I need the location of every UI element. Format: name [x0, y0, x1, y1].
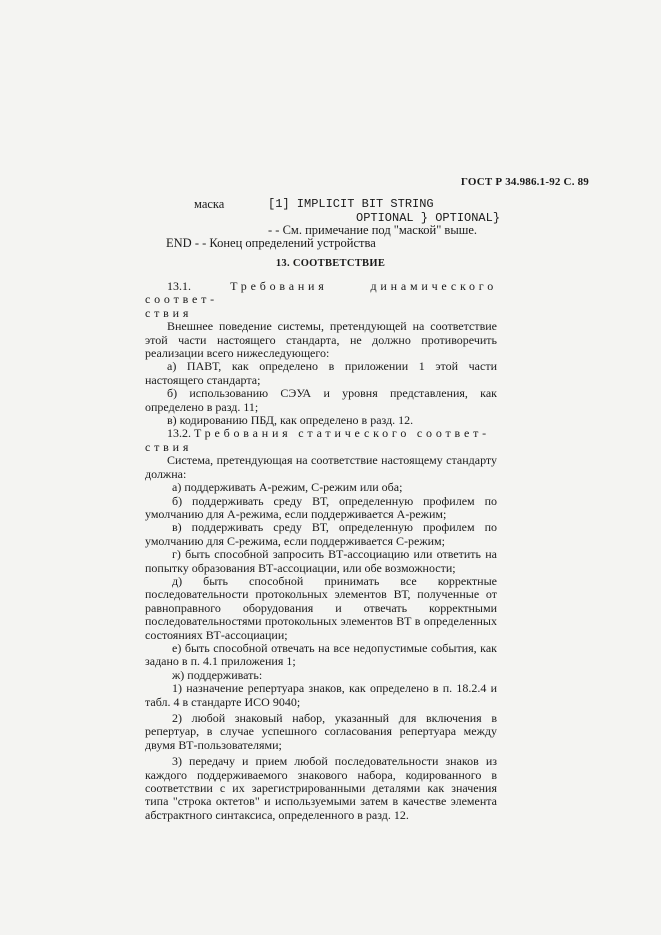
- clause-13-2-item-g: ж) поддерживать:: [172, 667, 263, 682]
- clause-13-1-intro: Внешнее поведение системы, претендующей на соответствие этой части настоящего стандарта, не должно противоречить реализации всего нижеследующего:: [145, 319, 497, 361]
- asn-mask-label: маска: [194, 197, 225, 211]
- asn-note-line: - - См. примечание под "маской" выше.: [268, 223, 478, 237]
- clause-13-2-number: 13.2.: [167, 426, 191, 441]
- clause-13-2-heading: [145, 427, 497, 440]
- clause-13-2-intro: Система, претендующая на соответствие настоящему стандарту должна:: [145, 453, 497, 481]
- clause-13-2-title: Требования статического соответ-: [194, 426, 490, 441]
- clause-13-1-item-b: б) использованию СЭУА и уровня представления, как определено в разд. 11;: [145, 386, 497, 414]
- clause-13-2-item-a: а) поддерживать А-режим, С-режим или оба;: [172, 480, 403, 495]
- clause-13-2-item-d: г) быть способной запросить ВТ-ассоциацию или ответить на попытку образования ВТ-ассоциации, или обе возможности;: [145, 547, 497, 575]
- clause-13-2-item-b: б) поддерживать среду ВТ, определенную профилем по умолчанию для А-режима, если поддерживается А-режим;: [145, 493, 497, 521]
- clause-13-2-subitem-2: 2) любой знаковый набор, указанный для включения в репертуар, в случае успешного согласования репертуара между двумя ВТ-пользователями;: [145, 711, 497, 752]
- asn-end-line: END - - Конец определений устройства: [166, 236, 376, 250]
- clause-13-2-subitem-1: 1) назначение репертуара знаков, как определено в п. 18.2.4 и табл. 4 в стандарте ИСО 9040;: [145, 681, 497, 709]
- clause-13-2-title-cont: ствия: [145, 439, 193, 454]
- page-header: ГОСТ Р 34.986.1-92 С. 89: [460, 176, 589, 188]
- clause-13-1-item-a: а) ПАВТ, как определено в приложении 1 этой части настоящего стандарта;: [145, 359, 497, 387]
- body-text: [145, 280, 497, 822]
- clause-13-1-number: 13.1.: [167, 279, 191, 293]
- clause-13-2-subitem-3: 3) передачу и прием любой последовательности знаков из каждого поддерживаемого знакового набора, кодированного в соответствии с их зарегистрированными деталями как значения типа "строка октетов" и используемыми затем в качестве элемента абстрактного синтаксиса, определенного в разд. 12.: [145, 754, 497, 822]
- clause-13-1-heading: [145, 280, 497, 307]
- asn-mask-definition: [1] IMPLICIT BIT STRING: [268, 197, 434, 211]
- asn-optional-line: OPTIONAL } OPTIONAL}: [356, 211, 501, 225]
- clause-13-1-title: Требования динамического соответ-: [145, 279, 498, 307]
- clause-13-1-title-cont: ствия: [145, 305, 193, 320]
- clause-13-2-item-c: в) поддерживать среду ВТ, определенную профилем по умолчанию для С-режима, если поддерживается С-режим;: [145, 520, 497, 548]
- clause-13-1-item-c: в) кодированию ПБД, как определено в разд. 12.: [167, 413, 414, 428]
- clause-13-2-item-f: е) быть способной отвечать на все недопустимые события, как задано в п. 4.1 приложения 1;: [145, 640, 497, 669]
- clause-13-2-item-e: д) быть способной принимать все корректные последовательности протокольных элементов ВТ, полученные от равноправного оборудования и отвечать корректными последовательностями протокольных элементов ВТ в определенных состояниях ВТ-ассоциации;: [145, 573, 497, 642]
- section-title: 13. СООТВЕТСТВИЕ: [275, 258, 386, 269]
